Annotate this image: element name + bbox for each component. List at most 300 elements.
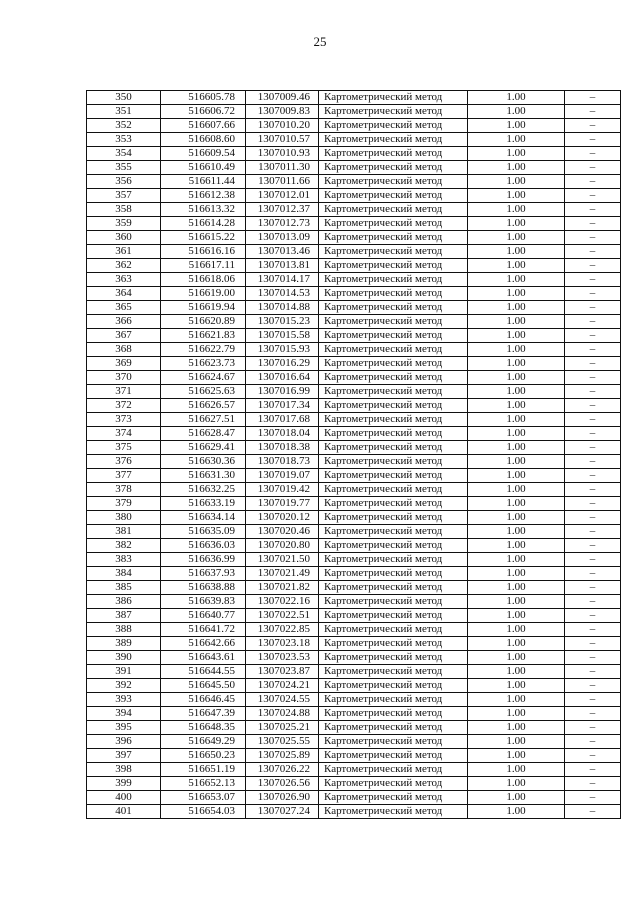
description-cell: – (565, 735, 621, 749)
y-coordinate-cell: 1307024.55 (246, 693, 319, 707)
description-cell: – (565, 231, 621, 245)
x-coordinate-cell: 516651.19 (161, 763, 246, 777)
accuracy-cell: 1.00 (468, 609, 565, 623)
point-number-cell: 380 (87, 511, 161, 525)
point-number-cell: 350 (87, 91, 161, 105)
point-number-cell: 386 (87, 595, 161, 609)
table-row (87, 91, 621, 105)
point-number-cell: 355 (87, 161, 161, 175)
x-coordinate-cell: 516634.14 (161, 511, 246, 525)
y-coordinate-cell: 1307021.50 (246, 553, 319, 567)
point-number-cell: 384 (87, 567, 161, 581)
description-cell: – (565, 245, 621, 259)
table-row (87, 763, 621, 777)
table-row (87, 497, 621, 511)
x-coordinate-cell: 516624.67 (161, 371, 246, 385)
description-cell: – (565, 175, 621, 189)
y-coordinate-cell: 1307011.66 (246, 175, 319, 189)
point-number-cell: 398 (87, 763, 161, 777)
description-cell: – (565, 469, 621, 483)
y-coordinate-cell: 1307016.64 (246, 371, 319, 385)
method-cell: Картометрический метод (319, 413, 468, 427)
accuracy-cell: 1.00 (468, 413, 565, 427)
y-coordinate-cell: 1307010.93 (246, 147, 319, 161)
table-row (87, 315, 621, 329)
x-coordinate-cell: 516645.50 (161, 679, 246, 693)
point-number-cell: 394 (87, 707, 161, 721)
accuracy-cell: 1.00 (468, 203, 565, 217)
description-cell: – (565, 385, 621, 399)
method-cell: Картометрический метод (319, 91, 468, 105)
accuracy-cell: 1.00 (468, 399, 565, 413)
x-coordinate-cell: 516608.60 (161, 133, 246, 147)
y-coordinate-cell: 1307015.58 (246, 329, 319, 343)
point-number-cell: 371 (87, 385, 161, 399)
method-cell: Картометрический метод (319, 553, 468, 567)
x-coordinate-cell: 516636.99 (161, 553, 246, 567)
x-coordinate-cell: 516638.88 (161, 581, 246, 595)
method-cell: Картометрический метод (319, 707, 468, 721)
accuracy-cell: 1.00 (468, 651, 565, 665)
y-coordinate-cell: 1307026.90 (246, 791, 319, 805)
accuracy-cell: 1.00 (468, 623, 565, 637)
table-row (87, 441, 621, 455)
description-cell: – (565, 315, 621, 329)
table-row (87, 371, 621, 385)
x-coordinate-cell: 516611.44 (161, 175, 246, 189)
description-cell: – (565, 805, 621, 819)
x-coordinate-cell: 516613.32 (161, 203, 246, 217)
method-cell: Картометрический метод (319, 497, 468, 511)
x-coordinate-cell: 516615.22 (161, 231, 246, 245)
y-coordinate-cell: 1307020.46 (246, 525, 319, 539)
description-cell: – (565, 665, 621, 679)
method-cell: Картометрический метод (319, 147, 468, 161)
method-cell: Картометрический метод (319, 231, 468, 245)
method-cell: Картометрический метод (319, 525, 468, 539)
table-row (87, 553, 621, 567)
table-row (87, 483, 621, 497)
method-cell: Картометрический метод (319, 357, 468, 371)
description-cell: – (565, 567, 621, 581)
x-coordinate-cell: 516609.54 (161, 147, 246, 161)
method-cell: Картометрический метод (319, 301, 468, 315)
point-number-cell: 392 (87, 679, 161, 693)
method-cell: Картометрический метод (319, 749, 468, 763)
description-cell: – (565, 203, 621, 217)
description-cell: – (565, 413, 621, 427)
table-row (87, 189, 621, 203)
description-cell: – (565, 511, 621, 525)
method-cell: Картометрический метод (319, 623, 468, 637)
y-coordinate-cell: 1307017.34 (246, 399, 319, 413)
y-coordinate-cell: 1307013.46 (246, 245, 319, 259)
method-cell: Картометрический метод (319, 217, 468, 231)
description-cell: – (565, 721, 621, 735)
accuracy-cell: 1.00 (468, 777, 565, 791)
y-coordinate-cell: 1307024.88 (246, 707, 319, 721)
method-cell: Картометрический метод (319, 511, 468, 525)
method-cell: Картометрический метод (319, 105, 468, 119)
point-number-cell: 375 (87, 441, 161, 455)
y-coordinate-cell: 1307023.18 (246, 637, 319, 651)
x-coordinate-cell: 516646.45 (161, 693, 246, 707)
description-cell: – (565, 147, 621, 161)
table-row (87, 147, 621, 161)
description-cell: – (565, 189, 621, 203)
x-coordinate-cell: 516641.72 (161, 623, 246, 637)
y-coordinate-cell: 1307019.07 (246, 469, 319, 483)
x-coordinate-cell: 516636.03 (161, 539, 246, 553)
table-row (87, 301, 621, 315)
y-coordinate-cell: 1307016.29 (246, 357, 319, 371)
y-coordinate-cell: 1307019.77 (246, 497, 319, 511)
table-row (87, 231, 621, 245)
method-cell: Картометрический метод (319, 483, 468, 497)
description-cell: – (565, 371, 621, 385)
accuracy-cell: 1.00 (468, 427, 565, 441)
description-cell: – (565, 609, 621, 623)
y-coordinate-cell: 1307014.53 (246, 287, 319, 301)
y-coordinate-cell: 1307019.42 (246, 483, 319, 497)
x-coordinate-cell: 516627.51 (161, 413, 246, 427)
table-row (87, 245, 621, 259)
table-row (87, 413, 621, 427)
description-cell: – (565, 455, 621, 469)
table-row (87, 175, 621, 189)
table-row (87, 567, 621, 581)
accuracy-cell: 1.00 (468, 665, 565, 679)
table-row (87, 119, 621, 133)
method-cell: Картометрический метод (319, 763, 468, 777)
y-coordinate-cell: 1307011.30 (246, 161, 319, 175)
point-number-cell: 373 (87, 413, 161, 427)
description-cell: – (565, 679, 621, 693)
y-coordinate-cell: 1307009.46 (246, 91, 319, 105)
description-cell: – (565, 91, 621, 105)
method-cell: Картометрический метод (319, 791, 468, 805)
accuracy-cell: 1.00 (468, 525, 565, 539)
method-cell: Картометрический метод (319, 287, 468, 301)
description-cell: – (565, 343, 621, 357)
accuracy-cell: 1.00 (468, 735, 565, 749)
point-number-cell: 399 (87, 777, 161, 791)
description-cell: – (565, 161, 621, 175)
accuracy-cell: 1.00 (468, 721, 565, 735)
accuracy-cell: 1.00 (468, 189, 565, 203)
accuracy-cell: 1.00 (468, 763, 565, 777)
accuracy-cell: 1.00 (468, 245, 565, 259)
x-coordinate-cell: 516648.35 (161, 721, 246, 735)
point-number-cell: 393 (87, 693, 161, 707)
description-cell: – (565, 259, 621, 273)
accuracy-cell: 1.00 (468, 693, 565, 707)
description-cell: – (565, 497, 621, 511)
x-coordinate-cell: 516606.72 (161, 105, 246, 119)
accuracy-cell: 1.00 (468, 707, 565, 721)
table-row (87, 595, 621, 609)
table-row (87, 287, 621, 301)
method-cell: Картометрический метод (319, 189, 468, 203)
point-number-cell: 370 (87, 371, 161, 385)
description-cell: – (565, 581, 621, 595)
accuracy-cell: 1.00 (468, 175, 565, 189)
method-cell: Картометрический метод (319, 637, 468, 651)
x-coordinate-cell: 516633.19 (161, 497, 246, 511)
accuracy-cell: 1.00 (468, 539, 565, 553)
description-cell: – (565, 749, 621, 763)
table-row (87, 343, 621, 357)
table-row (87, 385, 621, 399)
table-row (87, 777, 621, 791)
accuracy-cell: 1.00 (468, 147, 565, 161)
table-row (87, 609, 621, 623)
point-number-cell: 365 (87, 301, 161, 315)
accuracy-cell: 1.00 (468, 679, 565, 693)
accuracy-cell: 1.00 (468, 343, 565, 357)
description-cell: – (565, 301, 621, 315)
accuracy-cell: 1.00 (468, 469, 565, 483)
point-number-cell: 379 (87, 497, 161, 511)
point-number-cell: 389 (87, 637, 161, 651)
table-row (87, 749, 621, 763)
y-coordinate-cell: 1307018.04 (246, 427, 319, 441)
accuracy-cell: 1.00 (468, 511, 565, 525)
x-coordinate-cell: 516610.49 (161, 161, 246, 175)
y-coordinate-cell: 1307017.68 (246, 413, 319, 427)
y-coordinate-cell: 1307015.23 (246, 315, 319, 329)
description-cell: – (565, 119, 621, 133)
y-coordinate-cell: 1307022.16 (246, 595, 319, 609)
point-number-cell: 372 (87, 399, 161, 413)
y-coordinate-cell: 1307015.93 (246, 343, 319, 357)
y-coordinate-cell: 1307023.53 (246, 651, 319, 665)
point-number-cell: 387 (87, 609, 161, 623)
point-number-cell: 377 (87, 469, 161, 483)
accuracy-cell: 1.00 (468, 455, 565, 469)
point-number-cell: 357 (87, 189, 161, 203)
coordinates-table-body (87, 91, 621, 819)
method-cell: Картометрический метод (319, 693, 468, 707)
y-coordinate-cell: 1307024.21 (246, 679, 319, 693)
point-number-cell: 359 (87, 217, 161, 231)
table-row (87, 105, 621, 119)
point-number-cell: 362 (87, 259, 161, 273)
x-coordinate-cell: 516622.79 (161, 343, 246, 357)
table-row (87, 665, 621, 679)
table-row (87, 161, 621, 175)
x-coordinate-cell: 516647.39 (161, 707, 246, 721)
point-number-cell: 400 (87, 791, 161, 805)
point-number-cell: 397 (87, 749, 161, 763)
accuracy-cell: 1.00 (468, 329, 565, 343)
y-coordinate-cell: 1307013.81 (246, 259, 319, 273)
point-number-cell: 354 (87, 147, 161, 161)
x-coordinate-cell: 516639.83 (161, 595, 246, 609)
table-row (87, 217, 621, 231)
table-row (87, 525, 621, 539)
description-cell: – (565, 693, 621, 707)
accuracy-cell: 1.00 (468, 497, 565, 511)
x-coordinate-cell: 516649.29 (161, 735, 246, 749)
accuracy-cell: 1.00 (468, 161, 565, 175)
description-cell: – (565, 273, 621, 287)
coordinates-table (86, 90, 621, 819)
table-row (87, 805, 621, 819)
x-coordinate-cell: 516628.47 (161, 427, 246, 441)
accuracy-cell: 1.00 (468, 259, 565, 273)
description-cell: – (565, 441, 621, 455)
method-cell: Картометрический метод (319, 721, 468, 735)
y-coordinate-cell: 1307009.83 (246, 105, 319, 119)
point-number-cell: 352 (87, 119, 161, 133)
table-row (87, 735, 621, 749)
y-coordinate-cell: 1307012.37 (246, 203, 319, 217)
x-coordinate-cell: 516632.25 (161, 483, 246, 497)
point-number-cell: 367 (87, 329, 161, 343)
method-cell: Картометрический метод (319, 469, 468, 483)
method-cell: Картометрический метод (319, 581, 468, 595)
description-cell: – (565, 357, 621, 371)
description-cell: – (565, 637, 621, 651)
table-row (87, 133, 621, 147)
x-coordinate-cell: 516643.61 (161, 651, 246, 665)
method-cell: Картометрический метод (319, 315, 468, 329)
description-cell: – (565, 595, 621, 609)
method-cell: Картометрический метод (319, 329, 468, 343)
point-number-cell: 391 (87, 665, 161, 679)
table-row (87, 581, 621, 595)
accuracy-cell: 1.00 (468, 441, 565, 455)
x-coordinate-cell: 516637.93 (161, 567, 246, 581)
y-coordinate-cell: 1307021.82 (246, 581, 319, 595)
table-row (87, 693, 621, 707)
method-cell: Картометрический метод (319, 595, 468, 609)
accuracy-cell: 1.00 (468, 805, 565, 819)
y-coordinate-cell: 1307012.73 (246, 217, 319, 231)
x-coordinate-cell: 516619.94 (161, 301, 246, 315)
method-cell: Картометрический метод (319, 427, 468, 441)
x-coordinate-cell: 516617.11 (161, 259, 246, 273)
point-number-cell: 401 (87, 805, 161, 819)
y-coordinate-cell: 1307018.73 (246, 455, 319, 469)
x-coordinate-cell: 516653.07 (161, 791, 246, 805)
point-number-cell: 378 (87, 483, 161, 497)
method-cell: Картометрический метод (319, 441, 468, 455)
x-coordinate-cell: 516614.28 (161, 217, 246, 231)
table-row (87, 637, 621, 651)
x-coordinate-cell: 516629.41 (161, 441, 246, 455)
x-coordinate-cell: 516605.78 (161, 91, 246, 105)
y-coordinate-cell: 1307025.55 (246, 735, 319, 749)
y-coordinate-cell: 1307027.24 (246, 805, 319, 819)
y-coordinate-cell: 1307022.51 (246, 609, 319, 623)
accuracy-cell: 1.00 (468, 273, 565, 287)
description-cell: – (565, 427, 621, 441)
accuracy-cell: 1.00 (468, 553, 565, 567)
y-coordinate-cell: 1307014.17 (246, 273, 319, 287)
x-coordinate-cell: 516621.83 (161, 329, 246, 343)
x-coordinate-cell: 516623.73 (161, 357, 246, 371)
table-row (87, 707, 621, 721)
method-cell: Картометрический метод (319, 371, 468, 385)
point-number-cell: 374 (87, 427, 161, 441)
x-coordinate-cell: 516631.30 (161, 469, 246, 483)
y-coordinate-cell: 1307012.01 (246, 189, 319, 203)
point-number-cell: 390 (87, 651, 161, 665)
point-number-cell: 396 (87, 735, 161, 749)
accuracy-cell: 1.00 (468, 567, 565, 581)
accuracy-cell: 1.00 (468, 231, 565, 245)
y-coordinate-cell: 1307026.56 (246, 777, 319, 791)
description-cell: – (565, 217, 621, 231)
y-coordinate-cell: 1307021.49 (246, 567, 319, 581)
description-cell: – (565, 651, 621, 665)
y-coordinate-cell: 1307023.87 (246, 665, 319, 679)
y-coordinate-cell: 1307014.88 (246, 301, 319, 315)
page-number: 25 (313, 34, 327, 49)
method-cell: Картометрический метод (319, 343, 468, 357)
x-coordinate-cell: 516618.06 (161, 273, 246, 287)
table-row (87, 539, 621, 553)
method-cell: Картометрический метод (319, 609, 468, 623)
table-row (87, 469, 621, 483)
method-cell: Картометрический метод (319, 777, 468, 791)
accuracy-cell: 1.00 (468, 301, 565, 315)
table-row (87, 455, 621, 469)
accuracy-cell: 1.00 (468, 637, 565, 651)
point-number-cell: 382 (87, 539, 161, 553)
x-coordinate-cell: 516635.09 (161, 525, 246, 539)
method-cell: Картометрический метод (319, 385, 468, 399)
method-cell: Картометрический метод (319, 399, 468, 413)
x-coordinate-cell: 516619.00 (161, 287, 246, 301)
description-cell: – (565, 287, 621, 301)
x-coordinate-cell: 516630.36 (161, 455, 246, 469)
y-coordinate-cell: 1307020.12 (246, 511, 319, 525)
accuracy-cell: 1.00 (468, 385, 565, 399)
x-coordinate-cell: 516640.77 (161, 609, 246, 623)
accuracy-cell: 1.00 (468, 791, 565, 805)
description-cell: – (565, 777, 621, 791)
x-coordinate-cell: 516652.13 (161, 777, 246, 791)
table-row (87, 329, 621, 343)
description-cell: – (565, 791, 621, 805)
point-number-cell: 351 (87, 105, 161, 119)
description-cell: – (565, 329, 621, 343)
method-cell: Картометрический метод (319, 245, 468, 259)
y-coordinate-cell: 1307010.20 (246, 119, 319, 133)
description-cell: – (565, 133, 621, 147)
point-number-cell: 360 (87, 231, 161, 245)
point-number-cell: 356 (87, 175, 161, 189)
description-cell: – (565, 525, 621, 539)
table-row (87, 259, 621, 273)
table-row (87, 273, 621, 287)
description-cell: – (565, 763, 621, 777)
method-cell: Картометрический метод (319, 175, 468, 189)
method-cell: Картометрический метод (319, 651, 468, 665)
y-coordinate-cell: 1307026.22 (246, 763, 319, 777)
method-cell: Картометрический метод (319, 203, 468, 217)
point-number-cell: 361 (87, 245, 161, 259)
method-cell: Картометрический метод (319, 805, 468, 819)
description-cell: – (565, 553, 621, 567)
method-cell: Картометрический метод (319, 735, 468, 749)
table-row (87, 791, 621, 805)
y-coordinate-cell: 1307010.57 (246, 133, 319, 147)
x-coordinate-cell: 516620.89 (161, 315, 246, 329)
